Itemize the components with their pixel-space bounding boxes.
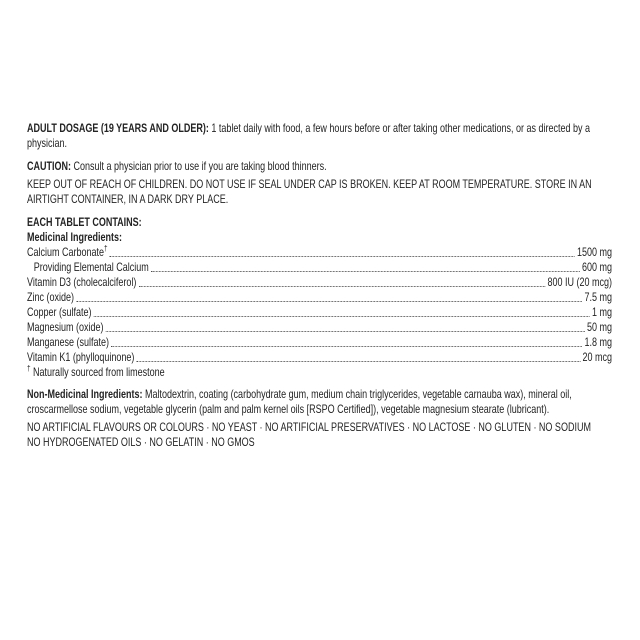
dagger-footnote-marker: † [27, 363, 31, 373]
dosage-text: 1 tablet daily with food, a few hours before or after taking other medications, or as directed by a physician. [27, 121, 591, 150]
non-medicinal-heading: Non-Medicinal Ingredients: [27, 387, 143, 401]
dot-leader [76, 301, 582, 302]
dot-leader [110, 256, 575, 257]
free-from-claims [27, 420, 612, 450]
ingredient-row [27, 350, 612, 365]
ingredient-row [27, 335, 612, 350]
ingredient-name: Zinc (oxide) [27, 290, 75, 304]
claims-line-2: NO HYDROGENATED OILS · NO GELATIN · NO GMOS [27, 435, 255, 449]
ingredient-amount: 7.5 mg [584, 290, 612, 304]
ingredient-amount: 800 IU (20 mcg) [547, 275, 612, 289]
ingredient-name: Vitamin K1 (phylloquinone) [27, 350, 135, 364]
caution-paragraph [27, 159, 612, 174]
ingredient-amount: 1500 mg [576, 245, 612, 259]
limestone-footnote [27, 365, 612, 380]
claims-line-1: NO ARTIFICIAL FLAVOURS OR COLOURS · NO YEAST · NO ARTIFICIAL PRESERVATIVES · NO LACTOSE · NO GLUTEN · NO SODIUM [27, 420, 591, 434]
storage-warning-text: KEEP OUT OF REACH OF CHILDREN. DO NOT USE IF SEAL UNDER CAP IS BROKEN. KEEP AT ROOM TEMPERATURE. STORE IN AN AIRTIGHT CONTAINER, IN A DARK DRY PLACE. [27, 177, 592, 206]
ingredient-name: Magnesium (oxide) [27, 320, 104, 334]
ingredient-row [27, 320, 612, 335]
each-tablet-contains-heading: EACH TABLET CONTAINS: [27, 215, 142, 229]
supplement-label [27, 0, 612, 450]
ingredient-row [27, 290, 612, 305]
dot-leader [151, 271, 580, 272]
dot-leader [106, 331, 585, 332]
ingredient-amount: 600 mg [581, 260, 612, 274]
dosage-paragraph [27, 121, 612, 151]
dot-leader [111, 346, 582, 347]
dot-leader [139, 286, 546, 287]
dosage-heading: ADULT DOSAGE (19 YEARS AND OLDER): [27, 121, 209, 135]
dot-leader [94, 316, 590, 317]
ingredient-row [27, 260, 612, 275]
dagger-footnote-marker: † [104, 243, 108, 253]
ingredient-name: Copper (sulfate) [27, 305, 92, 319]
footnote-text: Naturally sourced from limestone [30, 365, 165, 379]
medicinal-ingredients-table [27, 245, 612, 365]
ingredient-name: Manganese (sulfate) [27, 335, 110, 349]
ingredient-name: Providing Elemental Calcium [33, 260, 149, 274]
ingredient-amount: 20 mcg [582, 350, 612, 364]
ingredient-amount: 1 mg [591, 305, 612, 319]
ingredient-row [27, 275, 612, 290]
ingredient-row [27, 245, 612, 260]
ingredient-name: Calcium Carbonate† [27, 243, 108, 259]
ingredient-row [27, 305, 612, 320]
ingredient-amount: 1.8 mg [584, 335, 612, 349]
ingredient-name: Vitamin D3 (cholecalciferol) [27, 275, 137, 289]
caution-text: Consult a physician prior to use if you are taking blood thinners. [73, 159, 327, 173]
non-medicinal-paragraph [27, 387, 612, 417]
caution-heading: CAUTION: [27, 159, 72, 173]
non-medicinal-text: Maltodextrin, coating (carbohydrate gum, medium chain triglycerides, vegetable carnauba wax), mineral oil, croscarmellose sodium, vegetable glycerin (palm and palm kernel oils [RSPO Certified]), vegetable magnesium stearate (lubricant). [27, 387, 572, 416]
ingredient-amount: 50 mg [586, 320, 612, 334]
medicinal-ingredients-heading: Medicinal Ingredients: [27, 230, 123, 244]
dot-leader [137, 361, 581, 362]
